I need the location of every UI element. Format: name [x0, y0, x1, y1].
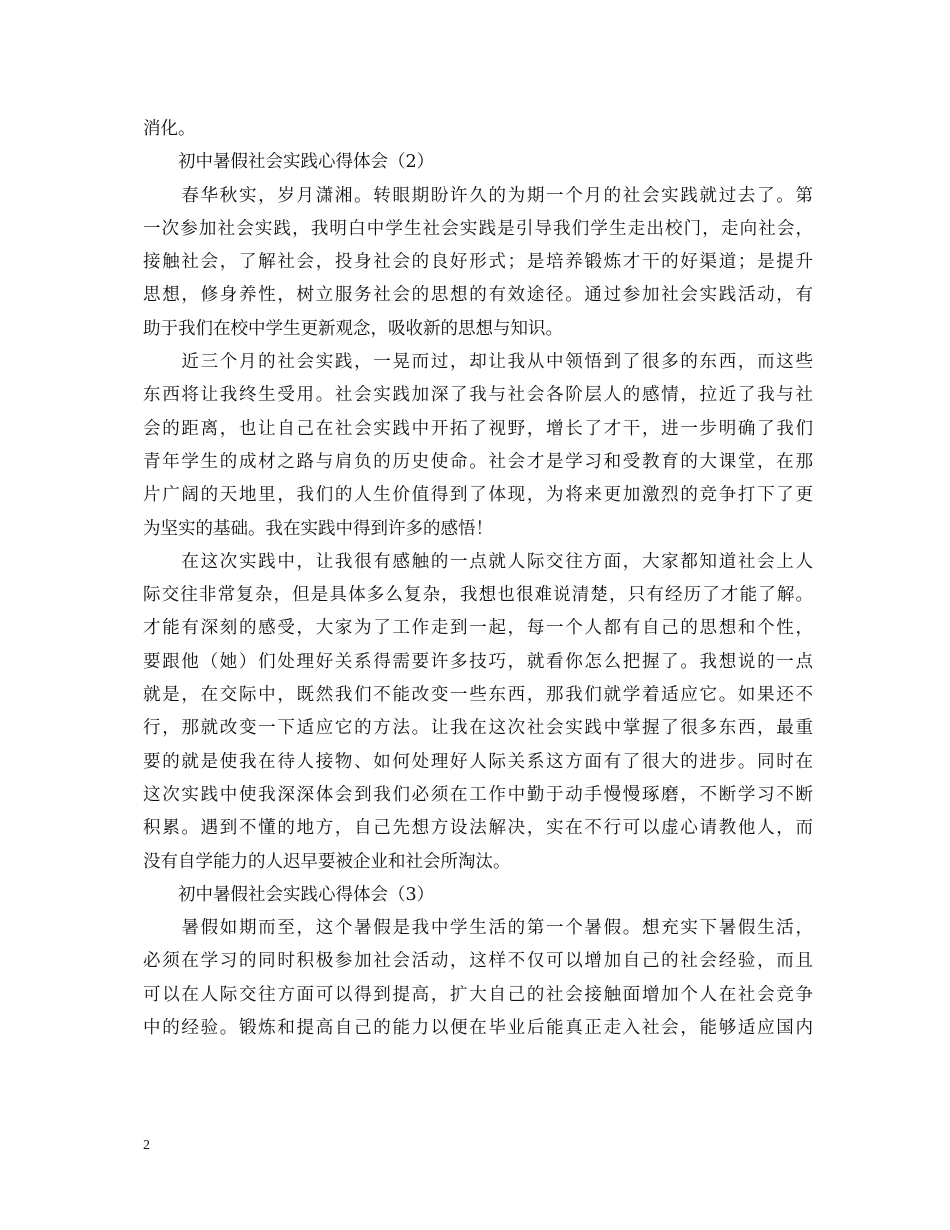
text-line: 积累。遇到不懂的地方，自己先想方设法解决，实在不行可以虚心请教他人，而 — [143, 818, 813, 839]
text-line: 青年学生的成材之路与肩负的历史使命。社会才是学习和受教育的大课堂，在那 — [143, 451, 813, 472]
text-line: 才能有深刻的感受，大家为了工作走到一起，每一个人都有自己的思想和个性， — [143, 618, 813, 639]
page-number: 2 — [143, 1138, 150, 1153]
text-line: 助于我们在校中学生更新观念，吸收新的思想与知识。 — [143, 318, 563, 339]
section-heading: 初中暑假社会实践心得体会（2） — [143, 152, 435, 173]
text-line: 必须在学习的同时积极参加社会活动，这样不仅可以增加自己的社会经验，而且 — [143, 951, 813, 972]
text-line: 没有自学能力的人迟早要被企业和社会所淘汰。 — [143, 851, 511, 872]
text-line: 近三个月的社会实践，一晃而过，却让我从中领悟到了很多的东西，而这些 — [143, 352, 813, 373]
text-line: 就是，在交际中，既然我们不能改变一些东西，那我们就学着适应它。如果还不 — [143, 685, 813, 706]
text-line: 接触社会，了解社会，投身社会的良好形式；是培养锻炼才干的好渠道；是提升 — [143, 252, 813, 273]
text-line: 一次参加社会实践，我明白中学生社会实践是引导我们学生走出校门，走向社会， — [143, 218, 813, 239]
text-line: 际交往非常复杂，但是具体多么复杂，我想也很难说清楚，只有经历了才能了解。 — [143, 585, 813, 606]
text-line: 片广阔的天地里，我们的人生价值得到了体现，为将来更加激烈的竞争打下了更 — [143, 485, 813, 506]
text-line: 中的经验。锻炼和提高自己的能力以便在毕业后能真正走入社会，能够适应国内 — [143, 1018, 813, 1039]
text-line: 暑假如期而至，这个暑假是我中学生活的第一个暑假。想充实下暑假生活， — [143, 918, 813, 939]
text-line: 在这次实践中，让我很有感触的一点就人际交往方面，大家都知道社会上人 — [143, 551, 813, 572]
text-line: 消化。 — [143, 119, 196, 139]
text-line: 这次实践中使我深深体会到我们必须在工作中勤于动手慢慢琢磨，不断学习不断 — [143, 784, 813, 805]
text-line: 会的距离，也让自己在社会实践中开拓了视野，增长了才干，进一步明确了我们 — [143, 418, 813, 439]
text-line: 东西将让我终生受用。社会实践加深了我与社会各阶层人的感情，拉近了我与社 — [143, 385, 813, 406]
text-line: 行，那就改变一下适应它的方法。让我在这次社会实践中掌握了很多东西，最重 — [143, 718, 813, 739]
text-line: 为坚实的基础。我在实践中得到许多的感悟！ — [143, 518, 493, 539]
text-line: 要的就是使我在待人接物、如何处理好人际关系这方面有了很大的进步。同时在 — [143, 751, 813, 772]
body-text — [143, 113, 813, 1045]
text-line: 要跟他（她）们处理好关系得需要许多技巧，就看你怎么把握了。我想说的一点 — [143, 651, 813, 672]
text-line: 思想，修身养性，树立服务社会的思想的有效途径。通过参加社会实践活动，有 — [143, 285, 813, 306]
text-line: 可以在人际交往方面可以得到提高，扩大自己的社会接触面增加个人在社会竞争 — [143, 984, 813, 1005]
section-heading: 初中暑假社会实践心得体会（3） — [143, 884, 435, 905]
text-line: 春华秋实，岁月潇湘。转眼期盼许久的为期一个月的社会实践就过去了。第 — [143, 185, 813, 206]
